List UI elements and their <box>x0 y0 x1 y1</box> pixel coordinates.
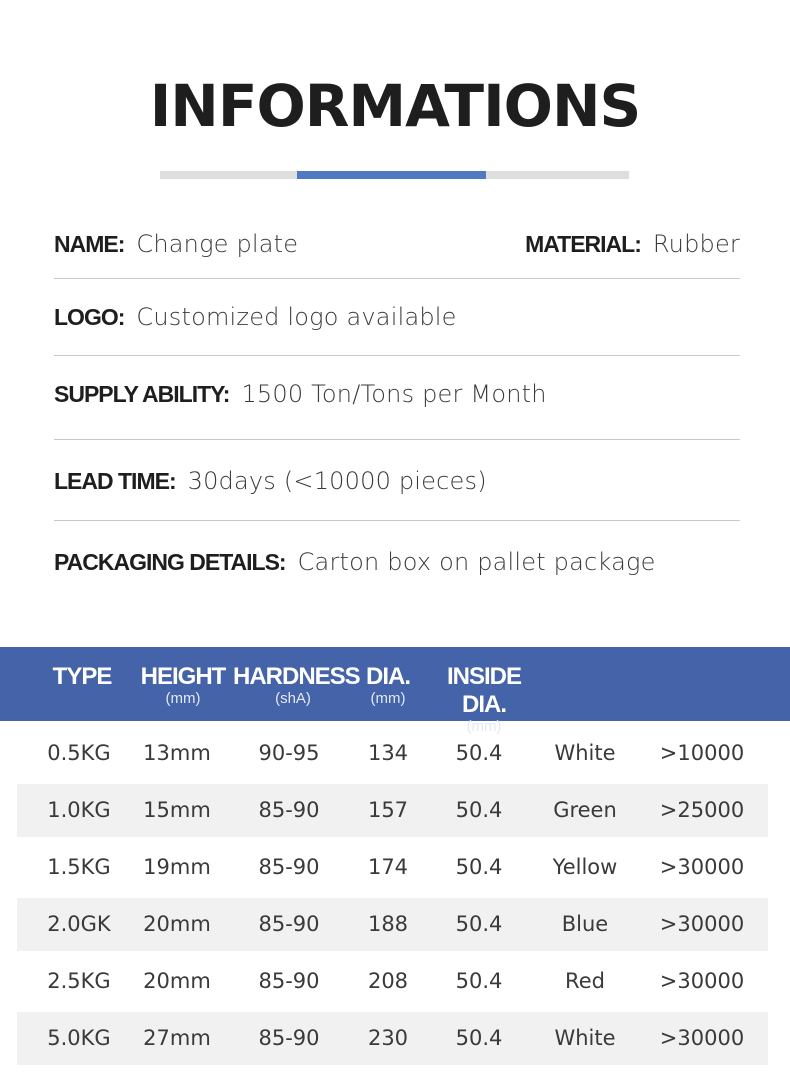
table-cell: 230 <box>367 1026 409 1050</box>
table-row <box>17 955 768 1008</box>
info-row-name <box>54 214 740 274</box>
name-label: NAME: <box>54 230 125 257</box>
divider <box>54 439 740 440</box>
table-cell: White <box>554 741 616 765</box>
divider <box>54 355 740 356</box>
table-cell: >30000 <box>659 1026 745 1050</box>
supply-value: 1500 Ton/Tons per Month <box>241 380 547 408</box>
title-underline-accent <box>297 171 486 179</box>
table-cell: 50.4 <box>455 798 503 822</box>
table-row <box>17 841 768 894</box>
table-cell: >10000 <box>659 741 745 765</box>
table-cell: >30000 <box>659 969 745 993</box>
header-dia: DIA. (mm) <box>366 663 410 707</box>
lead-time-label: LEAD TIME: <box>54 467 176 494</box>
table-cell: 2.5KG <box>47 969 111 993</box>
table-cell: 208 <box>367 969 409 993</box>
table-cell: 174 <box>367 855 409 879</box>
table-row <box>17 1012 768 1065</box>
table-cell: 90-95 <box>258 741 320 765</box>
table-cell: 157 <box>367 798 409 822</box>
table-cell: 20mm <box>143 912 211 936</box>
table-cell: >30000 <box>659 912 745 936</box>
table-cell: >30000 <box>659 855 745 879</box>
table-cell: 27mm <box>143 1026 211 1050</box>
table-cell: White <box>554 1026 616 1050</box>
table-cell: 0.5KG <box>47 741 111 765</box>
table-cell: 85-90 <box>258 912 320 936</box>
table-row <box>17 727 768 780</box>
table-cell: 2.0GK <box>47 912 111 936</box>
divider <box>54 520 740 521</box>
table-cell: 19mm <box>143 855 211 879</box>
header-type: TYPE <box>52 663 112 690</box>
table-row <box>17 898 768 951</box>
table-cell: 85-90 <box>258 798 320 822</box>
table-cell: 13mm <box>143 741 211 765</box>
logo-label: LOGO: <box>54 303 125 330</box>
info-row-packaging <box>54 532 740 592</box>
table-cell: 1.5KG <box>47 855 111 879</box>
material-value: Rubber <box>652 230 740 258</box>
lead-time-value: 30days (<10000 pieces) <box>187 467 487 495</box>
header-inside-dia: INSIDE DIA. (mm) <box>446 663 521 735</box>
logo-value: Customized logo available <box>136 303 457 331</box>
table-cell: 20mm <box>143 969 211 993</box>
table-cell: 15mm <box>143 798 211 822</box>
material-label: MATERIAL: <box>525 230 641 257</box>
table-cell: 188 <box>367 912 409 936</box>
info-row-supply <box>54 364 740 424</box>
header-height: HEIGHT (mm) <box>140 663 226 707</box>
table-cell: 50.4 <box>455 855 503 879</box>
table-cell: Blue <box>561 912 609 936</box>
table-row <box>17 784 768 837</box>
supply-label: SUPPLY ABILITY: <box>54 380 230 407</box>
table-cell: 50.4 <box>455 1026 503 1050</box>
table-cell: Red <box>565 969 605 993</box>
page-title: INFORMATIONS <box>149 72 641 140</box>
table-cell: 5.0KG <box>47 1026 111 1050</box>
table-cell: Yellow <box>552 855 618 879</box>
divider <box>54 278 740 279</box>
table-cell: 85-90 <box>258 855 320 879</box>
table-cell: 85-90 <box>258 969 320 993</box>
table-cell: >25000 <box>659 798 745 822</box>
info-row-logo <box>54 287 740 347</box>
table-cell: 1.0KG <box>47 798 111 822</box>
material-group <box>525 230 740 258</box>
table-cell: Green <box>553 798 617 822</box>
packaging-label: PACKAGING DETAILS: <box>54 548 286 575</box>
table-header <box>0 647 790 735</box>
header-hardness: HARDNESS (shA) <box>233 663 360 707</box>
table-cell: 50.4 <box>455 741 503 765</box>
table-cell: 50.4 <box>455 969 503 993</box>
title-underline <box>160 171 629 179</box>
table-cell: 134 <box>367 741 409 765</box>
packaging-value: Carton box on pallet package <box>297 548 656 576</box>
table-cell: 85-90 <box>258 1026 320 1050</box>
table-cell: 50.4 <box>455 912 503 936</box>
info-row-lead-time <box>54 451 740 511</box>
name-value: Change plate <box>136 230 299 258</box>
